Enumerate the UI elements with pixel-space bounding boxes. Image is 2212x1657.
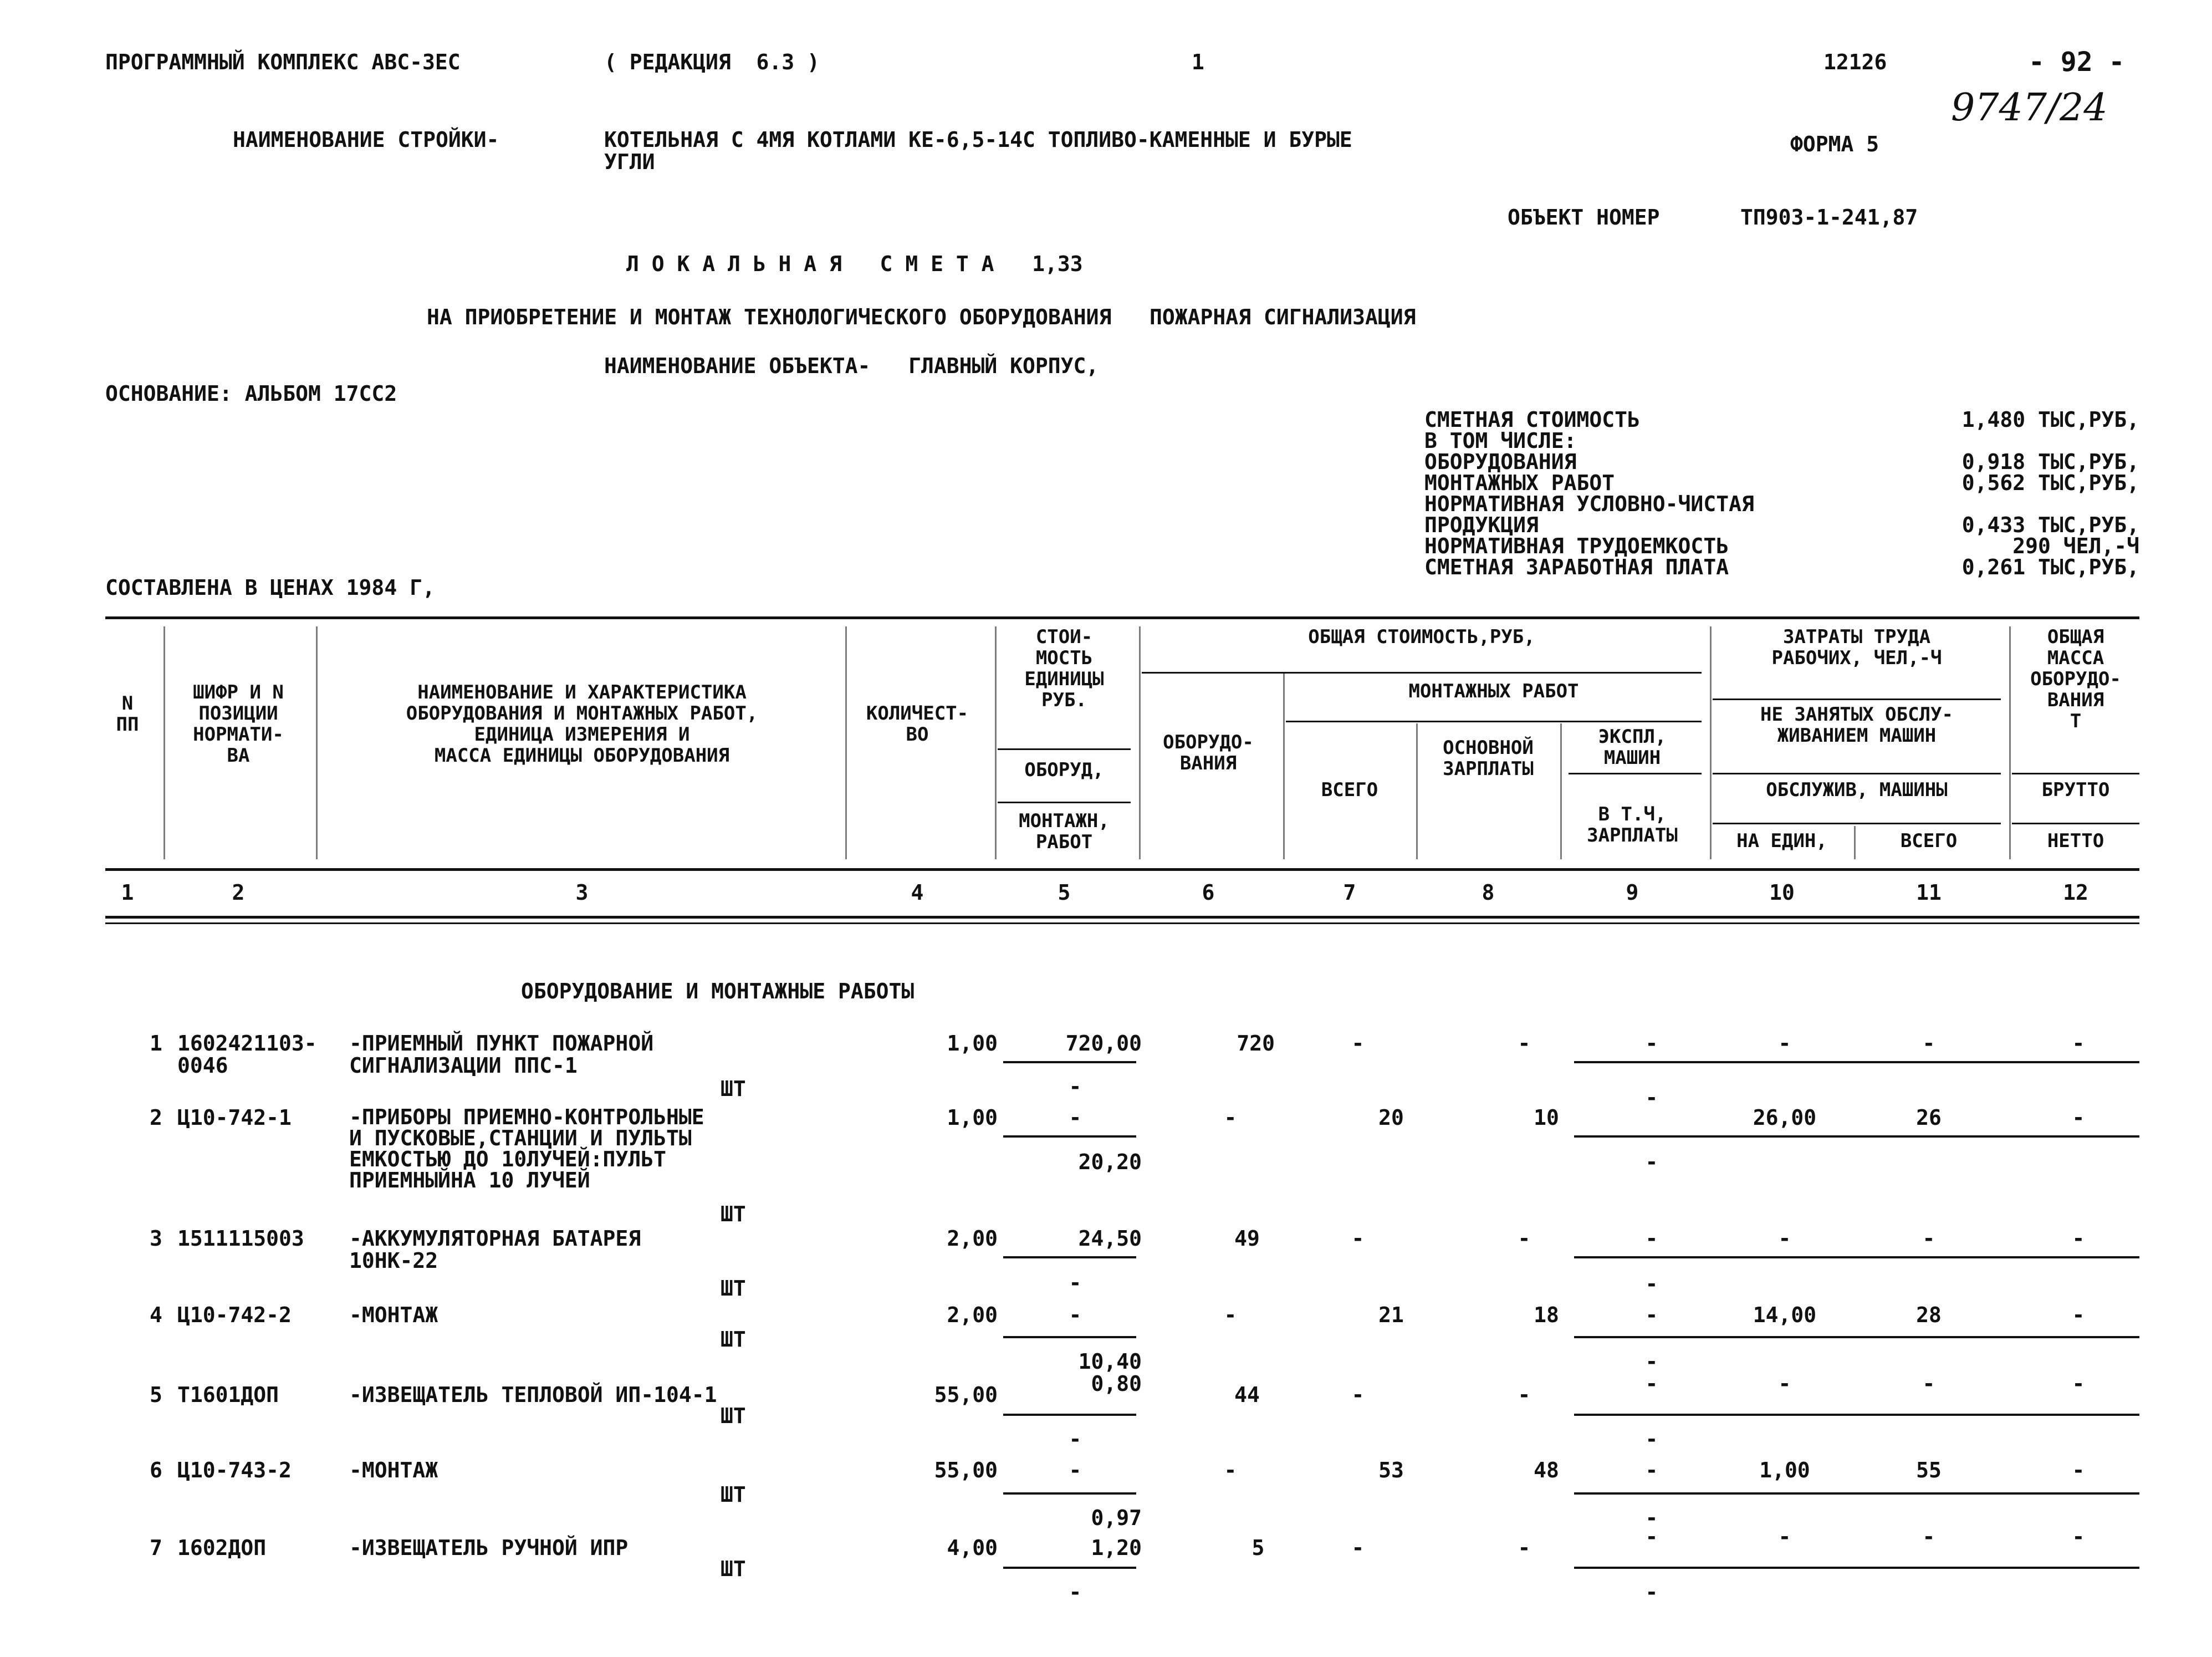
row-base: - xyxy=(1518,1031,1531,1056)
col-header-4: КОЛИЧЕСТ- ВО xyxy=(866,702,969,746)
row-base: - xyxy=(1518,1536,1531,1560)
row-mass: - xyxy=(2072,1525,2085,1549)
row-price-divider xyxy=(1003,1256,1136,1258)
col-header-12-top: ОБЩАЯ МАССА ОБОРУДО- ВАНИЯ Т xyxy=(2030,626,2121,732)
row-expl: - xyxy=(1645,1303,1658,1327)
col-header-6: ОБОРУДО- ВАНИЯ xyxy=(1163,731,1254,774)
section-title: ОБОРУДОВАНИЕ И МОНТАЖНЫЕ РАБОТЫ xyxy=(521,979,915,1003)
row-qty: 55,00 xyxy=(934,1458,998,1482)
row-labor-total: - xyxy=(1922,1525,1935,1549)
form-number: ФОРМА 5 xyxy=(1790,132,1879,156)
row-name: -ИЗВЕЩАТЕЛЬ РУЧНОЙ ИПР xyxy=(349,1536,629,1560)
row-expl: - xyxy=(1645,1226,1658,1251)
col-number: 3 xyxy=(575,880,589,905)
row-expl: - xyxy=(1645,1085,1658,1110)
col-number: 9 xyxy=(1626,880,1639,905)
col-header-12-mid: БРУТТО xyxy=(2041,779,2110,801)
row-price-bot: - xyxy=(1069,1580,1082,1604)
row-divider xyxy=(1574,1256,2139,1258)
row-price-divider xyxy=(1003,1336,1136,1338)
row-equip: 5 xyxy=(1251,1536,1265,1560)
row-base: 48 xyxy=(1534,1458,1559,1482)
row-price-divider xyxy=(1003,1492,1136,1495)
row-expl-2: - xyxy=(1645,1506,1658,1530)
row-number: 4 xyxy=(150,1303,162,1327)
document-code: 12126 xyxy=(1823,50,1887,74)
group-labor: ЗАТРАТЫ ТРУДА РАБОЧИХ, ЧЕЛ,-Ч xyxy=(1771,626,1942,669)
row-labor-total: - xyxy=(1922,1226,1935,1251)
handwritten-note: 9747/24 xyxy=(1951,86,2108,130)
row-labor-total: 55 xyxy=(1916,1458,1942,1482)
row-base: 18 xyxy=(1534,1303,1559,1327)
basis: ОСНОВАНИЕ: АЛЬБОМ 17СС2 xyxy=(105,381,397,406)
row-labor: - xyxy=(1778,1372,1791,1396)
row-price-divider xyxy=(1003,1061,1136,1063)
col-number: 4 xyxy=(911,880,924,905)
col-number: 2 xyxy=(232,880,245,905)
row-mass: - xyxy=(2072,1105,2085,1130)
row-labor: 26,00 xyxy=(1753,1105,1817,1130)
row-labor-total: 26 xyxy=(1916,1105,1942,1130)
row-divider xyxy=(1574,1414,2139,1416)
construction-value: КОТЕЛЬНАЯ С 4МЯ КОТЛАМИ КЕ-6,5-14С ТОПЛИВО-КАМЕННЫЕ И БУРЫЕ УГЛИ xyxy=(604,128,1352,174)
row-price-divider xyxy=(1003,1414,1136,1416)
row-labor: - xyxy=(1778,1226,1791,1251)
row-expl-2: - xyxy=(1645,1580,1658,1604)
price-basis: СОСТАВЛЕНА В ЦЕНАХ 1984 Г, xyxy=(105,575,435,600)
row-expl: - xyxy=(1645,1372,1658,1396)
row-unit: ШТ xyxy=(721,1327,746,1352)
col-header-5-mid: ОБОРУД, xyxy=(1024,759,1104,781)
row-price-bot: 20,20 xyxy=(1078,1150,1142,1174)
page-index: 1 xyxy=(1192,50,1204,74)
object-number-label: ОБЪЕКТ НОМЕР xyxy=(1508,205,1660,230)
row-price-top: - xyxy=(1069,1303,1082,1327)
row-unit: ШТ xyxy=(721,1404,746,1428)
row-equip: 44 xyxy=(1234,1383,1260,1407)
col-header-3: НАИМЕНОВАНИЕ И ХАРАКТЕРИСТИКА ОБОРУДОВАНИЯ И МОНТАЖНЫХ РАБОТ, ЕДИНИЦА ИЗМЕРЕНИЯ И МАССА ЕДИНИЦЫ ОБОРУДОВАНИЯ xyxy=(406,681,758,767)
col-number: 7 xyxy=(1343,880,1356,905)
row-labor: - xyxy=(1778,1031,1791,1056)
col-header-9-top: ЭКСПЛ, МАШИН xyxy=(1598,726,1667,769)
group-mount-works: МОНТАЖНЫХ РАБОТ xyxy=(1408,680,1579,702)
row-equip: - xyxy=(1224,1303,1237,1327)
row-code: Т1601ДОП xyxy=(177,1383,279,1407)
row-unit: ШТ xyxy=(721,1482,746,1507)
row-price-top: - xyxy=(1069,1105,1082,1130)
row-expl: - xyxy=(1645,1525,1658,1549)
row-total: 21 xyxy=(1378,1303,1404,1327)
group-total-cost: ОБЩАЯ СТОИМОСТЬ,РУБ, xyxy=(1308,626,1535,648)
row-mass: - xyxy=(2072,1303,2085,1327)
row-divider xyxy=(1574,1567,2139,1569)
row-price-top: 24,50 xyxy=(1078,1226,1142,1251)
col-header-8: ОСНОВНОЙ ЗАРПЛАТЫ xyxy=(1443,737,1534,780)
row-divider xyxy=(1574,1135,2139,1138)
row-name: -МОНТАЖ xyxy=(349,1458,438,1482)
row-expl-2: - xyxy=(1645,1427,1658,1451)
row-mass: - xyxy=(2072,1372,2085,1396)
row-code: Ц10-743-2 xyxy=(177,1458,292,1482)
row-number: 5 xyxy=(150,1383,162,1407)
row-price-bot: - xyxy=(1069,1427,1082,1451)
col-number: 12 xyxy=(2063,880,2088,905)
col-number: 1 xyxy=(121,880,134,905)
row-code: Ц10-742-1 xyxy=(177,1105,292,1130)
col-number: 6 xyxy=(1202,880,1215,905)
row-total: 20 xyxy=(1378,1105,1404,1130)
row-total: - xyxy=(1351,1536,1365,1560)
col-header-11: ВСЕГО xyxy=(1900,830,1958,852)
row-equip: - xyxy=(1224,1105,1237,1130)
col-header-5-bot: МОНТАЖН, РАБОТ xyxy=(1019,810,1110,853)
row-number: 2 xyxy=(150,1105,162,1130)
row-name: -АККУМУЛЯТОРНАЯ БАТАРЕЯ 10НК-22 xyxy=(349,1226,641,1273)
row-number: 1 xyxy=(150,1031,162,1056)
row-total: - xyxy=(1351,1226,1365,1251)
row-price-top: - xyxy=(1069,1458,1082,1482)
row-qty: 2,00 xyxy=(947,1303,998,1327)
row-base: - xyxy=(1518,1383,1531,1407)
summary-labels: СМЕТНАЯ СТОИМОСТЬ В ТОМ ЧИСЛЕ: ОБОРУДОВАНИЯ МОНТАЖНЫХ РАБОТ НОРМАТИВНАЯ УСЛОВНО-ЧИСТАЯ ПРОДУКЦИЯ НОРМАТИВНАЯ ТРУДОЕМКОСТЬ СМЕТНАЯ ЗАРАБОТНАЯ ПЛАТА xyxy=(1424,407,1754,579)
row-mass: - xyxy=(2072,1226,2085,1251)
row-price-top: 720,00 xyxy=(1065,1031,1142,1056)
row-expl-2: - xyxy=(1645,1272,1658,1296)
row-qty: 1,00 xyxy=(947,1105,998,1130)
row-price-top: 1,20 xyxy=(1091,1536,1142,1560)
row-mass: - xyxy=(2072,1458,2085,1482)
col-header-12-bot: НЕТТО xyxy=(2047,830,2104,852)
col-header-5-top: СТОИ- МОСТЬ ЕДИНИЦЫ РУБ. xyxy=(1024,626,1104,711)
row-expl: - xyxy=(1645,1031,1658,1056)
construction-label: НАИМЕНОВАНИЕ СТРОЙКИ- xyxy=(233,128,499,152)
row-equip: 720 xyxy=(1237,1031,1275,1056)
row-total: - xyxy=(1351,1383,1365,1407)
row-base: - xyxy=(1518,1226,1531,1251)
row-price-top: 0,80 xyxy=(1091,1372,1142,1396)
row-equip: 49 xyxy=(1234,1226,1260,1251)
row-qty: 1,00 xyxy=(947,1031,998,1056)
col-header-9-bot: В Т.Ч, ЗАРПЛАТЫ xyxy=(1587,803,1678,847)
row-unit: ШТ xyxy=(721,1202,746,1226)
row-price-bot: 0,97 xyxy=(1091,1506,1142,1530)
row-qty: 55,00 xyxy=(934,1383,998,1407)
col-number: 8 xyxy=(1482,880,1495,905)
row-unit: ШТ xyxy=(721,1557,746,1581)
row-name: -ПРИБОРЫ ПРИЕМНО-КОНТРОЛЬНЫЕ И ПУСКОВЫЕ,СТАНЦИИ И ПУЛЬТЫ ЕМКОСТЬЮ ДО 10ЛУЧЕЙ:ПУЛЬТ ПРИЕМНЫЙНА 10 ЛУЧЕЙ xyxy=(349,1105,704,1192)
row-name: -ПРИЕМНЫЙ ПУНКТ ПОЖАРНОЙ СИГНАЛИЗАЦИИ ППС-1 xyxy=(349,1031,654,1078)
row-number: 6 xyxy=(150,1458,162,1482)
row-price-bot: 10,40 xyxy=(1078,1349,1142,1374)
row-name: -ИЗВЕЩАТЕЛЬ ТЕПЛОВОЙ ИП-104-1 xyxy=(349,1383,717,1407)
row-equip: - xyxy=(1224,1458,1237,1482)
document-title: Л О К А Л Ь Н А Я С М Е Т А 1,33 xyxy=(626,252,1083,276)
row-unit: ШТ xyxy=(721,1276,746,1301)
row-labor: 1,00 xyxy=(1759,1458,1810,1482)
col-header-7: ВСЕГО xyxy=(1321,779,1378,801)
col-number: 5 xyxy=(1058,880,1071,905)
row-total: - xyxy=(1351,1031,1365,1056)
summary-values: 1,480 ТЫС,РУБ, 0,918 ТЫС,РУБ, 0,562 ТЫС,РУБ, 0,433 ТЫС,РУБ, 290 ЧЕЛ,-Ч 0,261 ТЫС,РУБ, xyxy=(1961,407,2139,579)
row-mass: - xyxy=(2072,1031,2085,1056)
row-total: 53 xyxy=(1378,1458,1404,1482)
numbers-bottom-rule-2 xyxy=(105,922,2139,924)
col-header-2: ШИФР И N ПОЗИЦИИ НОРМАТИ- ВА xyxy=(193,681,284,767)
labor-sub-machines: ОБСЛУЖИВ, МАШИНЫ xyxy=(1766,779,1948,801)
row-expl-2: - xyxy=(1645,1349,1658,1374)
row-number: 3 xyxy=(150,1226,162,1251)
row-labor: - xyxy=(1778,1525,1791,1549)
table-top-rule xyxy=(105,616,2139,619)
row-expl-2: - xyxy=(1645,1150,1658,1174)
header-bottom-rule xyxy=(105,868,2139,871)
row-divider xyxy=(1574,1336,2139,1338)
edition: ( РЕДАКЦИЯ 6.3 ) xyxy=(604,50,820,74)
col-number: 10 xyxy=(1769,880,1795,905)
col-header-1: N ПП xyxy=(116,692,139,736)
row-unit: ШТ xyxy=(721,1077,746,1101)
row-base: 10 xyxy=(1534,1105,1559,1130)
row-code: Ц10-742-2 xyxy=(177,1303,292,1327)
object-number-value: ТП903-1-241,87 xyxy=(1740,205,1918,230)
row-price-bot: - xyxy=(1069,1074,1082,1099)
row-qty: 4,00 xyxy=(947,1536,998,1560)
row-labor: 14,00 xyxy=(1753,1303,1817,1327)
document-subtitle: НА ПРИОБРЕТЕНИЕ И МОНТАЖ ТЕХНОЛОГИЧЕСКОГО ОБОРУДОВАНИЯ ПОЖАРНАЯ СИГНАЛИЗАЦИЯ xyxy=(427,305,1416,329)
row-qty: 2,00 xyxy=(947,1226,998,1251)
labor-sub-not-busy: НЕ ЗАНЯТЫХ ОБСЛУ- ЖИВАНИЕМ МАШИН xyxy=(1760,703,1953,747)
row-labor-total: - xyxy=(1922,1372,1935,1396)
col-number: 11 xyxy=(1916,880,1942,905)
row-code: 1602ДОП xyxy=(177,1536,267,1560)
row-divider xyxy=(1574,1061,2139,1063)
row-code: 1511115003 xyxy=(177,1226,304,1251)
row-price-bot: - xyxy=(1069,1271,1082,1295)
row-expl: - xyxy=(1645,1458,1658,1482)
col-header-10: НА ЕДИН, xyxy=(1736,830,1827,852)
program-name: ПРОГРАММНЫЙ КОМПЛЕКС АВС-3ЕС xyxy=(105,50,461,74)
row-labor-total: 28 xyxy=(1916,1303,1942,1327)
row-number: 7 xyxy=(150,1536,162,1560)
object-name: НАИМЕНОВАНИЕ ОБЪЕКТА- ГЛАВНЫЙ КОРПУС, xyxy=(604,354,1099,378)
row-code: 1602421103- 0046 xyxy=(177,1031,317,1078)
row-name: -МОНТАЖ xyxy=(349,1303,438,1327)
row-labor-total: - xyxy=(1922,1031,1935,1056)
row-divider xyxy=(1574,1492,2139,1495)
numbers-bottom-rule xyxy=(105,916,2139,919)
row-price-divider xyxy=(1003,1135,1136,1138)
row-price-divider xyxy=(1003,1567,1136,1569)
page-number: - 92 - xyxy=(2029,47,2125,78)
